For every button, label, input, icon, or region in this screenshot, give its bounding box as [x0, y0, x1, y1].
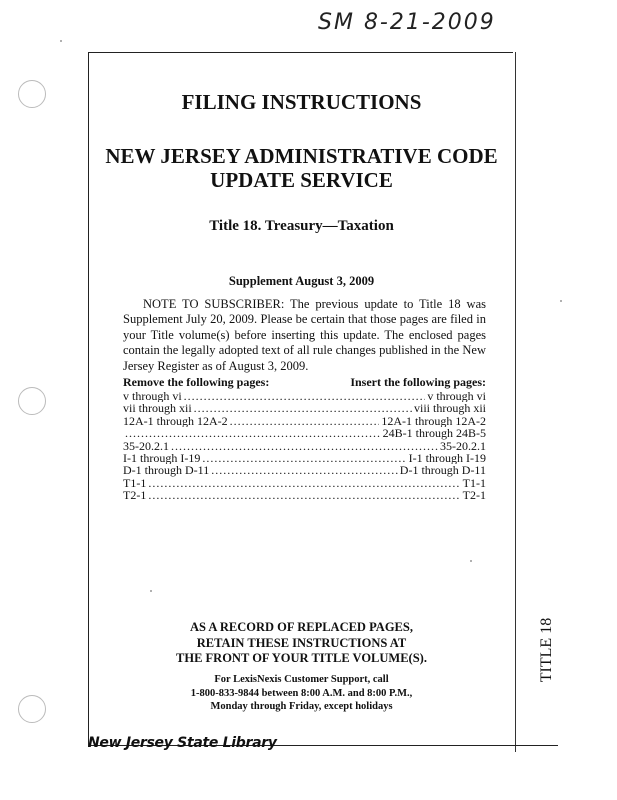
customer-support-info: [88, 673, 515, 714]
insert-cell: 24B-1 through 24B-5: [382, 427, 486, 440]
dot-leader: [148, 477, 460, 489]
record-notice-line: AS A RECORD OF REPLACED PAGES,: [190, 620, 413, 634]
table-row: [123, 415, 486, 427]
table-row: [123, 452, 486, 464]
table-row: [123, 477, 486, 489]
insert-cell: I-1 through I-19: [408, 451, 486, 465]
scan-speck: [150, 590, 152, 592]
punch-hole-top: [18, 80, 46, 108]
remove-cell: T2-1: [123, 489, 147, 502]
insert-cell: 35-20.2.1: [440, 439, 486, 452]
table-row: [123, 427, 486, 439]
table-header: [123, 375, 486, 390]
tab-divider-rule: [515, 52, 516, 752]
support-line: For LexisNexis Customer Support, call: [214, 674, 389, 685]
insert-cell: T1-1: [462, 476, 486, 490]
note-to-subscriber: NOTE TO SUBSCRIBER: The previous update to Title 18 was Supplement July 20, 2009. Please be certain that those pages are filed in your Title volume(s) before inserting this update. The enclosed pages contain the legally adopted text of all rule changes published in the New Jersey Register as of August 3, 2009.: [123, 297, 486, 373]
dot-leader: [184, 390, 426, 402]
table-row: [123, 489, 486, 501]
dot-leader: [202, 452, 406, 464]
insert-cell: 12A-1 through 12A-2: [381, 414, 486, 428]
insert-cell: D-1 through D-11: [399, 464, 486, 477]
record-notice-line: THE FRONT OF YOUR TITLE VOLUME(S).: [176, 651, 427, 665]
remove-cell: 35-20.2.1: [123, 439, 169, 452]
dot-leader: [211, 464, 398, 476]
insert-cell: v through vi: [427, 390, 486, 403]
remove-cell: T1-1: [123, 476, 147, 490]
supplement-date: Supplement August 3, 2009: [228, 274, 375, 288]
handwritten-date-note: SM 8-21-2009: [318, 10, 496, 35]
filing-instructions-heading: FILING INSTRUCTIONS: [181, 90, 422, 114]
table-row: [123, 402, 486, 414]
support-line: Monday through Friday, except holidays: [210, 701, 393, 713]
title-tab-label: TITLE 18: [538, 617, 555, 683]
remove-cell: vii through xii: [123, 402, 192, 415]
dot-leader: [125, 427, 381, 439]
code-title-line-1: NEW JERSEY ADMINISTRATIVE CODE: [105, 144, 498, 168]
remove-header: Remove the following pages:: [123, 375, 270, 389]
remove-cell: 12A-1 through 12A-2: [123, 414, 228, 428]
scan-speck: [60, 40, 62, 42]
record-notice-line: RETAIN THESE INSTRUCTIONS AT: [196, 635, 407, 650]
remove-cell: v through vi: [123, 390, 182, 403]
library-stamp: New Jersey State Library: [88, 735, 277, 751]
insert-cell: viii through xii: [414, 402, 486, 415]
punch-hole-bottom: [18, 695, 46, 723]
table-row: [123, 464, 486, 476]
remove-cell: D-1 through D-11: [123, 464, 210, 477]
insert-cell: T2-1: [462, 489, 486, 502]
dot-leader: [230, 415, 380, 427]
scan-speck: [470, 560, 472, 562]
dot-leader: [148, 489, 460, 501]
remove-cell: I-1 through I-19: [123, 451, 201, 465]
code-title-line-2: UPDATE SERVICE: [210, 168, 393, 192]
table-row: [123, 440, 486, 452]
dot-leader: [171, 440, 438, 452]
insert-header: Insert the following pages:: [350, 375, 486, 389]
dot-leader: [194, 402, 412, 414]
title-line: Title 18. Treasury—Taxation: [209, 218, 394, 234]
punch-hole-middle: [18, 387, 46, 415]
scan-speck: [560, 300, 562, 302]
page-replacement-table: [123, 375, 486, 502]
support-line: 1-800-833-9844 between 8:00 A.M. and 8:00 P.M.,: [190, 687, 413, 699]
table-row: [123, 390, 486, 402]
record-notice: [88, 620, 515, 667]
